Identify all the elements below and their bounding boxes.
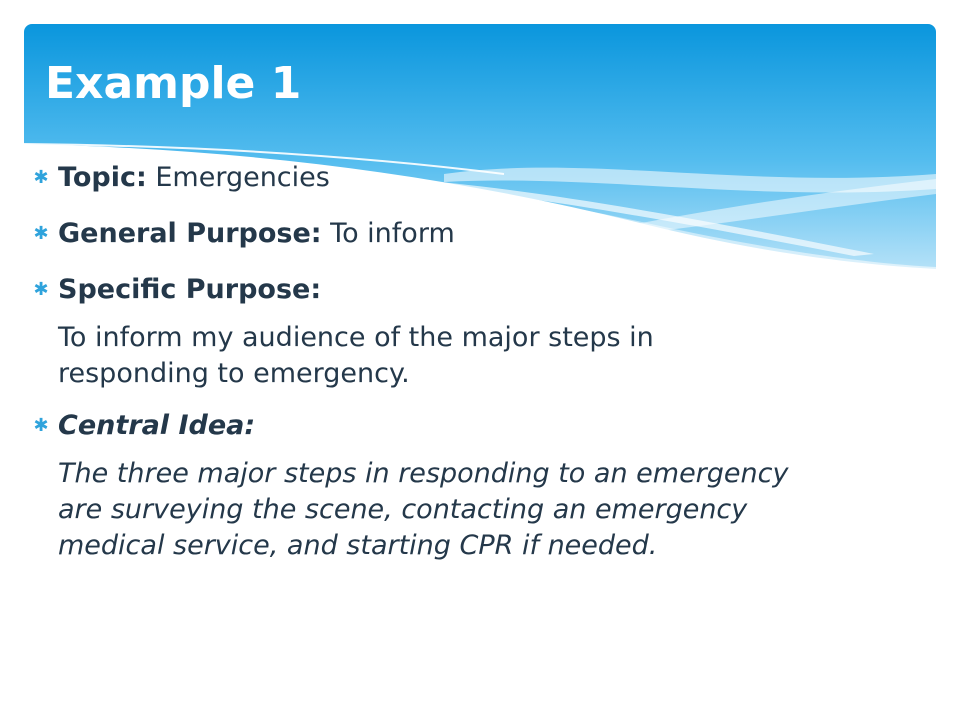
bullet-label: Central Idea: — [58, 410, 256, 441]
bullet-label: General Purpose: — [58, 218, 322, 249]
bullet-general-purpose — [32, 216, 932, 252]
asterisk-icon: ✱ — [33, 415, 49, 436]
paragraph-line: The three major steps in responding to an emergency — [58, 458, 789, 489]
central-idea-text — [32, 456, 932, 564]
asterisk-icon: ✱ — [33, 279, 49, 300]
bullet-specific-purpose — [32, 272, 932, 308]
paragraph-line: medical service, and starting CPR if needed. — [58, 530, 658, 561]
slide-body — [32, 160, 932, 580]
slide-title: Example 1 — [45, 58, 302, 109]
bullet-topic — [32, 160, 932, 196]
paragraph-line: are surveying the scene, contacting an emergency — [58, 494, 748, 525]
asterisk-icon: ✱ — [33, 223, 49, 244]
bullet-value: Emergencies — [146, 162, 330, 193]
paragraph-line: responding to emergency. — [58, 358, 410, 389]
bullet-label: Specific Purpose: — [58, 274, 322, 305]
bullet-value: To inform — [321, 218, 455, 249]
paragraph-line: To inform my audience of the major steps in — [58, 322, 654, 353]
bullet-central-idea — [32, 408, 932, 444]
asterisk-icon: ✱ — [33, 167, 49, 188]
specific-purpose-text — [32, 320, 932, 392]
bullet-label: Topic: — [58, 162, 147, 193]
